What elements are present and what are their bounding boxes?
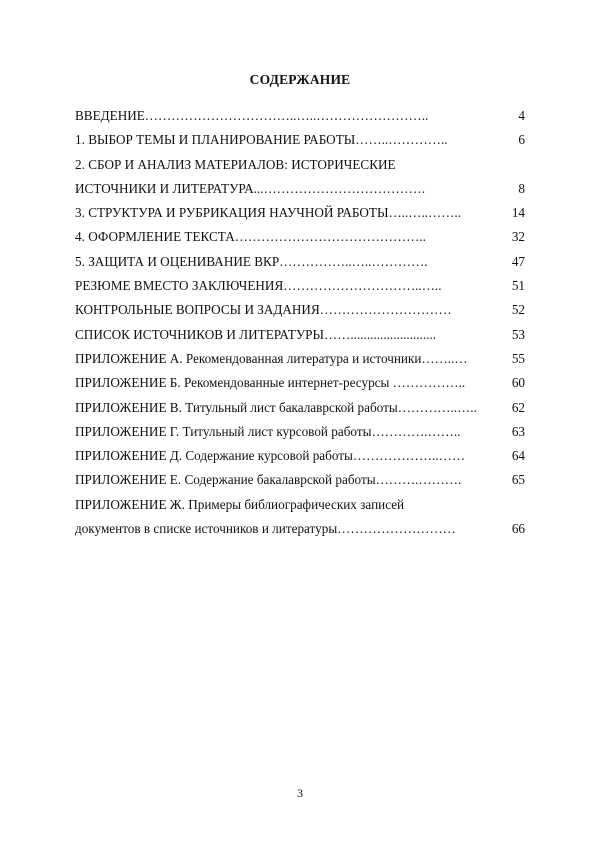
toc-item-title: ПРИЛОЖЕНИЕ Д. Содержание курсовой работы………………..…… xyxy=(75,448,466,464)
toc-item-page: 52 xyxy=(511,302,525,318)
toc-item-page: 4 xyxy=(518,108,525,123)
toc-item-title: РЕЗЮМЕ ВМЕСТО ЗАКЛЮЧЕНИЯ…………………………..….. xyxy=(75,278,442,294)
toc-item xyxy=(75,274,525,298)
toc-item xyxy=(75,298,525,322)
toc-item-page: 32 xyxy=(511,229,525,245)
toc-item-page: 53 xyxy=(511,326,525,342)
toc-item xyxy=(75,468,525,492)
toc-item-title: 2. СБОР И АНАЛИЗ МАТЕРИАЛОВ: ИСТОРИЧЕСКИЕ xyxy=(75,156,396,172)
toc-item-title: ПРИЛОЖЕНИЕ Е. Содержание бакалаврской работы……….………. xyxy=(75,472,462,488)
toc-item xyxy=(75,323,525,347)
toc-item xyxy=(75,153,525,177)
toc-item-page: 8 xyxy=(518,180,525,196)
toc-item xyxy=(75,250,525,274)
toc-item-page: 65 xyxy=(511,472,525,488)
toc-item xyxy=(75,396,525,420)
toc-item-page: 47 xyxy=(511,253,525,269)
toc-item-title: ПРИЛОЖЕНИЕ Ж. Примеры библиографических записей xyxy=(75,496,405,512)
toc-item-title: ПРИЛОЖЕНИЕ Б. Рекомендованные интернет-ресурсы …………….. xyxy=(75,375,466,391)
toc-item xyxy=(75,517,525,541)
toc-item-title: СПИСОК ИСТОЧНИКОВ И ЛИТЕРАТУРЫ…….......................... xyxy=(75,326,437,342)
page-number: 3 xyxy=(297,786,303,800)
page-title: СОДЕРЖАНИЕ xyxy=(249,72,351,87)
toc-item-title: документов в списке источников и литературы……………………… xyxy=(75,521,456,537)
toc-item-title: 3. СТРУКТУРА И РУБРИКАЦИЯ НАУЧНОЙ РАБОТЫ…..…..…….. xyxy=(75,205,462,221)
toc-item xyxy=(75,104,525,128)
toc-item-title: КОНТРОЛЬНЫЕ ВОПРОСЫ И ЗАДАНИЯ………………………… xyxy=(75,302,452,318)
toc-item-title: ПРИЛОЖЕНИЕ В. Титульный лист бакалаврской работы…………..….. xyxy=(75,399,477,415)
toc-item xyxy=(75,201,525,225)
toc-item-page: 64 xyxy=(511,448,525,464)
toc-item-page: 6 xyxy=(518,132,525,148)
toc-item-page: 14 xyxy=(511,205,525,221)
toc-item xyxy=(75,493,525,517)
toc-item xyxy=(75,177,525,201)
toc-item-page: 66 xyxy=(511,521,525,537)
toc-item-page: 51 xyxy=(511,278,525,294)
toc-item-page: 60 xyxy=(511,375,525,391)
toc-item xyxy=(75,347,525,371)
toc-item-title: ИСТОЧНИКИ И ЛИТЕРАТУРА...………………………………. xyxy=(75,180,426,196)
toc-item xyxy=(75,128,525,152)
toc-item-page: 55 xyxy=(511,350,525,366)
toc-item-title: ПРИЛОЖЕНИЕ Г. Титульный лист курсовой работы………….…….. xyxy=(75,423,461,439)
toc-item xyxy=(75,225,525,249)
toc-item-title: 1. ВЫБОР ТЕМЫ И ПЛАНИРОВАНИЕ РАБОТЫ……..………….. xyxy=(75,132,448,148)
toc-item xyxy=(75,444,525,468)
toc-item-page: 63 xyxy=(511,423,525,439)
toc-item-title: 4. ОФОРМЛЕНИЕ ТЕКСТА…………………………………….. xyxy=(75,229,426,245)
toc-item-page: 62 xyxy=(511,399,525,415)
table-of-contents xyxy=(75,104,525,541)
toc-item xyxy=(75,371,525,395)
toc-item-title: 5. ЗАЩИТА И ОЦЕНИВАНИЕ ВКР……………..…..…………. xyxy=(75,253,428,269)
toc-item xyxy=(75,420,525,444)
toc-item-title: ПРИЛОЖЕНИЕ А. Рекомендованная литература и источники……..… xyxy=(75,350,468,366)
toc-item-title: ВВЕДЕНИЕ……………………………..…..…………………….. xyxy=(75,108,429,123)
